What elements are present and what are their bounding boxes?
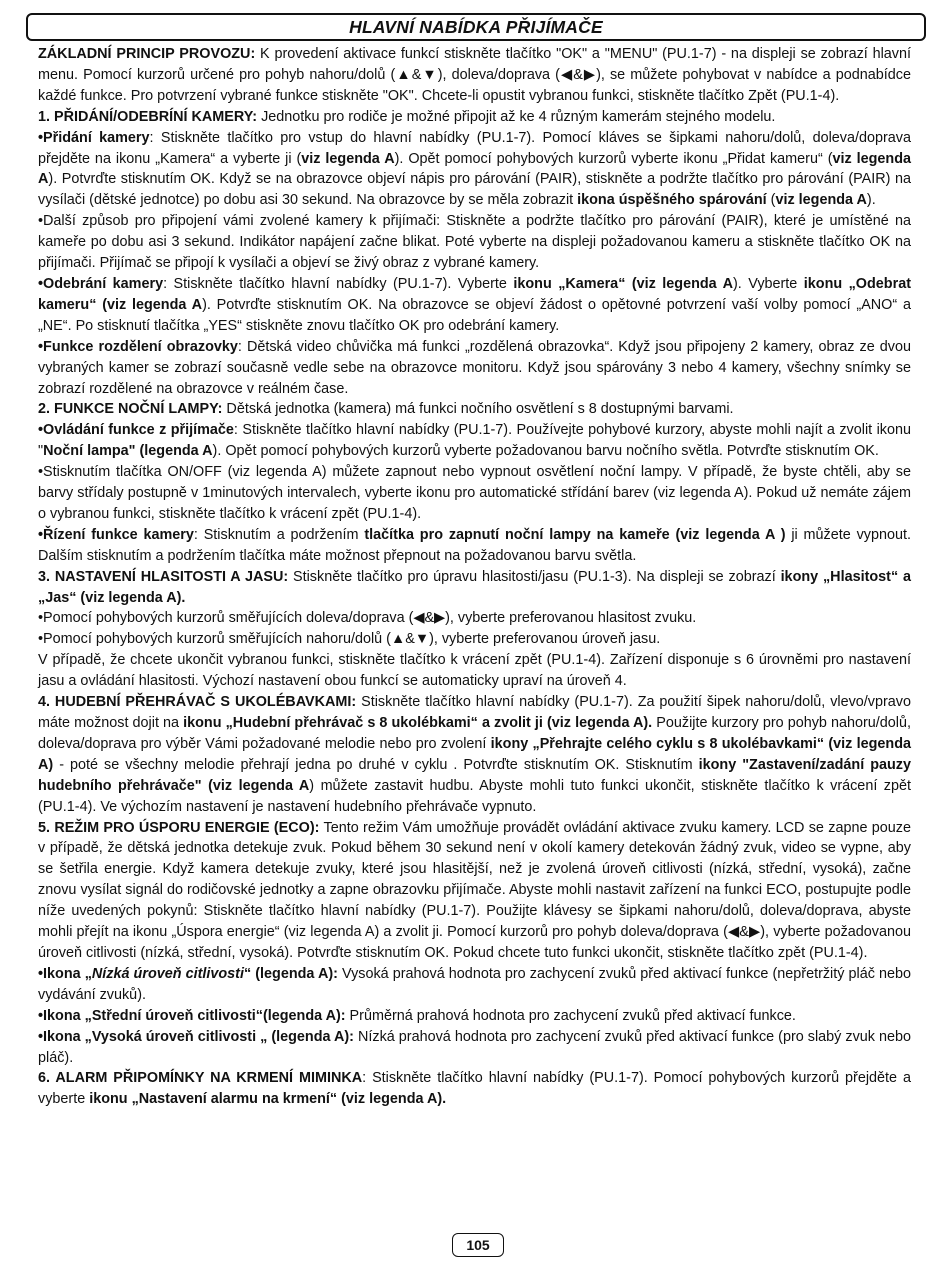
document-body — [38, 44, 911, 1110]
bold-text: 6. ALARM PŘIPOMÍNKY NA KRMENÍ MIMINKA — [38, 1070, 363, 1087]
text-run: Jednotku pro rodiče je možné připojit až ke 4 různým kamerám stejného modelu. — [257, 108, 776, 125]
page-number: 105 — [466, 1237, 490, 1253]
text-run: ji můžete vypnout. Dalším stisknutím a podržením tlačítka máte možnost přepnout na požadovanou barvu světla. — [38, 526, 911, 564]
paragraph — [38, 1027, 911, 1069]
text-run: ). Opět pomocí pohybových kurzorů vyberte požadovanou barvu nočního světla. Potvrďte stisknutím OK. — [212, 443, 879, 460]
bold-text: ikonu „Hudební přehrávač s 8 ukolébkami“ a zvolit ji (viz legenda A). — [183, 715, 653, 731]
bold-text: 4. HUDEBNÍ PŘEHRÁVAČ S UKOLÉBAVKAMI: — [38, 694, 357, 711]
paragraph — [38, 128, 911, 212]
bold-text: ikonu „Kamera“ (viz legenda A — [513, 275, 733, 292]
bold-text: ikonu „Nastavení alarmu na krmení“ (viz legenda A). — [89, 1091, 447, 1108]
paragraph — [38, 462, 911, 525]
paragraph — [38, 567, 911, 609]
text-run: ). Vyberte — [733, 275, 804, 292]
bold-text: ikony "Zastavení/zadání pauzy hudebního přehrávače" (viz legenda A — [38, 756, 911, 794]
text-run: Nízká prahová hodnota pro zachycení zvuků před aktivací funkce (pro slabý zvuk nebo pláč). — [38, 1028, 912, 1066]
bold-text: “ (legenda A): — [243, 965, 338, 982]
text-run: : Stiskněte tlačítko hlavní nabídky (PU.1-7). Pomocí pohybových kurzorů přejděte a vyberte — [38, 1070, 911, 1108]
bold-text: ikona úspěšného spárování — [577, 192, 767, 209]
paragraph — [38, 337, 911, 400]
paragraph — [38, 964, 911, 1006]
bold-text: 1. PŘIDÁNÍ/ODEBRÍNÍ KAMERY: — [38, 108, 258, 125]
paragraph — [38, 692, 911, 817]
text-run: ). Opět pomocí pohybových kurzorů vyberte ikonu „Přidat kameru“ ( — [394, 150, 833, 167]
bold-text: •Ikona „Střední úroveň citlivosti“(legenda A): — [38, 1007, 346, 1024]
text-run: : Dětská video chůvička má funkci „rozdělená obrazovka“. Když jsou připojeny 2 kamery, obraz ze dvou vybraných kamer se zobrazí současně vedle sebe na obrazovce monitoru. Když jsou spárovány 3 nebo 4 kamery, všechny snímky se zobrazí rozdělené na obrazovce v reálném čase. — [38, 338, 911, 397]
text-run: Dětská jednotka (kamera) má funkci nočního osvětlení s 8 dostupnými barvami. — [222, 401, 734, 418]
paragraph — [38, 1006, 911, 1027]
bold-text: ikony „Hlasitost“ a „Jas“ (viz legenda A). — [38, 568, 911, 606]
text-run: Průměrná prahová hodnota pro zachycení zvuků před aktivací funkce. — [345, 1007, 796, 1024]
text-run: ) můžete zastavit hudbu. Abyste mohli tuto funkci ukončit, stiskněte tlačítko k vrácení zpět (PU.1-4). Ve výchozím nastavení je nastavení hudebního přehrávače vypnuto. — [38, 777, 911, 815]
text-run: Stiskněte tlačítko hlavní nabídky (PU.1-7). Za použití šipek nahoru/dolů, vlevo/vpravo máte možnost dojit na — [38, 694, 911, 731]
bold-text: •Přidání kamery — [38, 129, 150, 146]
bold-text: viz legenda A — [775, 192, 867, 209]
text-run: Použijte kurzory pro pohyb nahoru/dolů, doleva/doprava pro výběr Vámi požadované melodie nebo pro zvolení — [38, 715, 912, 752]
text-run: •Další způsob pro připojení vámi zvolené kamery k přijímači: Stiskněte a podržte tlačítko pro párování (PAIR), které je umístěné na kameře po dobu asi 3 sekund. Indikátor napájení začne blikat. Poté vyberte na displeji požadovanou kameru a stiskněte tlačítko OK na přijímači. Přijímač se připojí k vysílači a objeví se živý obraz z vybrané kamery. — [38, 213, 911, 272]
paragraph — [38, 211, 911, 274]
paragraph — [38, 525, 911, 567]
bold-text: ZÁKLADNÍ PRINCIP PROVOZU: — [38, 46, 256, 62]
paragraph — [38, 629, 911, 650]
bold-text: •Odebrání kamery — [38, 275, 164, 292]
paragraph — [38, 608, 911, 629]
bold-text: 2. FUNKCE NOČNÍ LAMPY: — [38, 401, 223, 418]
page-title-box — [26, 13, 926, 41]
paragraph — [38, 44, 911, 107]
paragraph — [38, 650, 911, 692]
text-run: : Stisknutím a podržením — [193, 526, 365, 543]
bold-text: viz legenda A — [301, 150, 395, 167]
paragraph — [38, 274, 911, 337]
bold-text: tlačítka pro zapnutí noční lampy na kameře (viz legenda A ) — [364, 526, 786, 543]
text-run: Stiskněte tlačítko pro úpravu hlasitosti/jasu (PU.1-3). Na displeji se zobrazí — [288, 568, 781, 585]
bold-text: 5. REŽIM PRO ÚSPORU ENERGIE (ECO): — [38, 819, 320, 836]
text-run: ). — [866, 192, 876, 209]
bold-text: 3. NASTAVENÍ HLASITOSTI A JASU: — [38, 568, 289, 585]
text-run: - poté se všechny melodie přehrají jedna po druhé v cyklu . Potvrďte stisknutím OK. Stisknutím — [53, 756, 699, 773]
text-run: V případě, že chcete ukončit vybranou funkci, stiskněte tlačítko k vrácení zpět (PU.1-4). Zařízení disponuje s 6 úrovněmi pro nastavení jasu a ovládání hlasitosti. Výchozí nastavení obou funkcí se automaticky upraví na úroveň 4. — [38, 652, 911, 690]
page-title: HLAVNÍ NABÍDKA PŘIJÍMAČE — [349, 16, 603, 37]
bold-text: Noční lampa" (legenda A — [43, 443, 213, 460]
text-run: ( — [766, 192, 776, 209]
paragraph — [38, 107, 911, 128]
bold-text: •Ikona „Vysoká úroveň citlivosti „ (legenda A): — [38, 1028, 354, 1045]
text-run: ). Potvrďte stisknutím OK. Když se na obrazovce objeví nápis pro párování (PAIR), stiskněte a podržte tlačítko pro párování (PAIR) na vysílači (dětské jednotce) po dobu asi 30 sekund. Na obrazovce by se měla zobrazit — [38, 171, 911, 209]
text-run: K provedení aktivace funkcí stiskněte tlačítko "OK" a "MENU" (PU.1-7) - na displeji se zobrazí hlavní menu. Pomocí kurzorů určené pro pohyb nahoru/dolů (▲&▼), doleva/doprava (◀&▶), se můžete pohybovat v nabídce a podnabídce každé funkce. Pro potvrzení vybrané funkce stiskněte "OK". Chcete-li opustit vybranou funkci, stiskněte tlačítko Zpět (PU.1-4). — [38, 46, 911, 104]
bold-text: ikony „Přehrajte celého cyklu s 8 ukolébavkami“ (viz legenda A) — [38, 735, 911, 773]
bold-text: •Funkce rozdělení obrazovky — [38, 338, 238, 355]
paragraph — [38, 1068, 911, 1110]
bold-text: •Ovládání funkce z přijímače — [38, 422, 234, 439]
text-run: : Stiskněte tlačítko pro vstup do hlavní nabídky (PU.1-7). Pomocí kláves se šipkami nahoru/dolů, doleva/doprava přejděte na ikonu „Kamera“ a vyberte ji ( — [38, 129, 911, 167]
bold-text: •Řízení funkce kamery — [38, 526, 194, 543]
paragraph — [38, 399, 911, 420]
text-run: Tento režim Vám umožňuje provádět ovládání aktivace zvuku kamery. LCD se zapne pouze v případě, že dětská jednotka detekuje zvuk. Pokud během 30 sekund není v okolí kamery detekován žádný zvuk, video se vypne, aby se šetřila energie. Když kamera detekuje zvuky, které jsou hlasitější, než je zvolená úroveň citlivosti (nízká, střední, vysoká), začne znovu vysílat signál do rodičovské jednotky a zapne obrazovku přijímače. Abyste mohli nastavit zařízení na funkci ECO, postupujte podle níže uvedených pokynů: Stiskněte tlačítko hlavní nabídky (PU.1-7). Použijte klávesy se šipkami nahoru/dolů, doleva/doprava, abyste mohli přejít na ikonu „Úspora energie“ (viz legenda A) a zvolit ji. Pomocí kurzorů pro pohyb doleva/doprava (◀&▶), vyberte požadovanou úroveň citlivosti (nízká, střední, vysoká). Potvrďte stisknutím OK. Pokud chcete tuto funkci ukončit, stiskněte tlačítko zpět (PU.1-4). — [38, 819, 911, 961]
bold-text: ikonu „Odebrat kameru“ (viz legenda A — [38, 275, 911, 313]
text-run: Vysoká prahová hodnota pro zachycení zvuků před aktivací funkce (nepřetržitý pláč nebo vydávání zvuků). — [38, 965, 911, 1003]
bold-text: •Ikona „ — [38, 965, 92, 982]
paragraph — [38, 818, 911, 964]
text-run: : Stiskněte tlačítko hlavní nabídky (PU.1-7). Vyberte — [163, 275, 514, 292]
page-number-box — [452, 1233, 504, 1257]
text-run: •Pomocí pohybových kurzorů směřujících doleva/doprava (◀&▶), vyberte preferovanou hlasitost zvuku. — [38, 610, 697, 627]
text-run: •Pomocí pohybových kurzorů směřujících nahoru/dolů (▲&▼), vyberte preferovanou úroveň jasu. — [38, 631, 661, 648]
text-run: •Stisknutím tlačítka ON/OFF (viz legenda A) můžete zapnout nebo vypnout osvětlení noční lampy. V případě, že byste chtěli, aby se barvy střídaly postupně v 1minutových intervalech, vyberte ikonu pro automatické střídání barev (viz legenda A). Pokud už nemáte zájem o vybranou funkci, stiskněte tlačítko k vrácení zpět (PU.1-4). — [38, 464, 911, 522]
bold-text: Nízká úroveň citlivosti — [91, 965, 244, 982]
text-run: : Stiskněte tlačítko hlavní nabídky (PU.1-7). Používejte pohybové kurzory, abyste mohli najít a zvolit ikonu " — [38, 422, 911, 460]
bold-text: viz legenda A — [38, 150, 912, 188]
text-run: ). Potvrďte stisknutím OK. Na obrazovce se objeví žádost o opětovné potvrzení vaší volby pomocí „ANO“ a „NE“. Po stisknutí tlačítka „YES“ stiskněte znovu tlačítko OK pro odebrání kamery. — [38, 296, 911, 334]
paragraph — [38, 420, 911, 462]
